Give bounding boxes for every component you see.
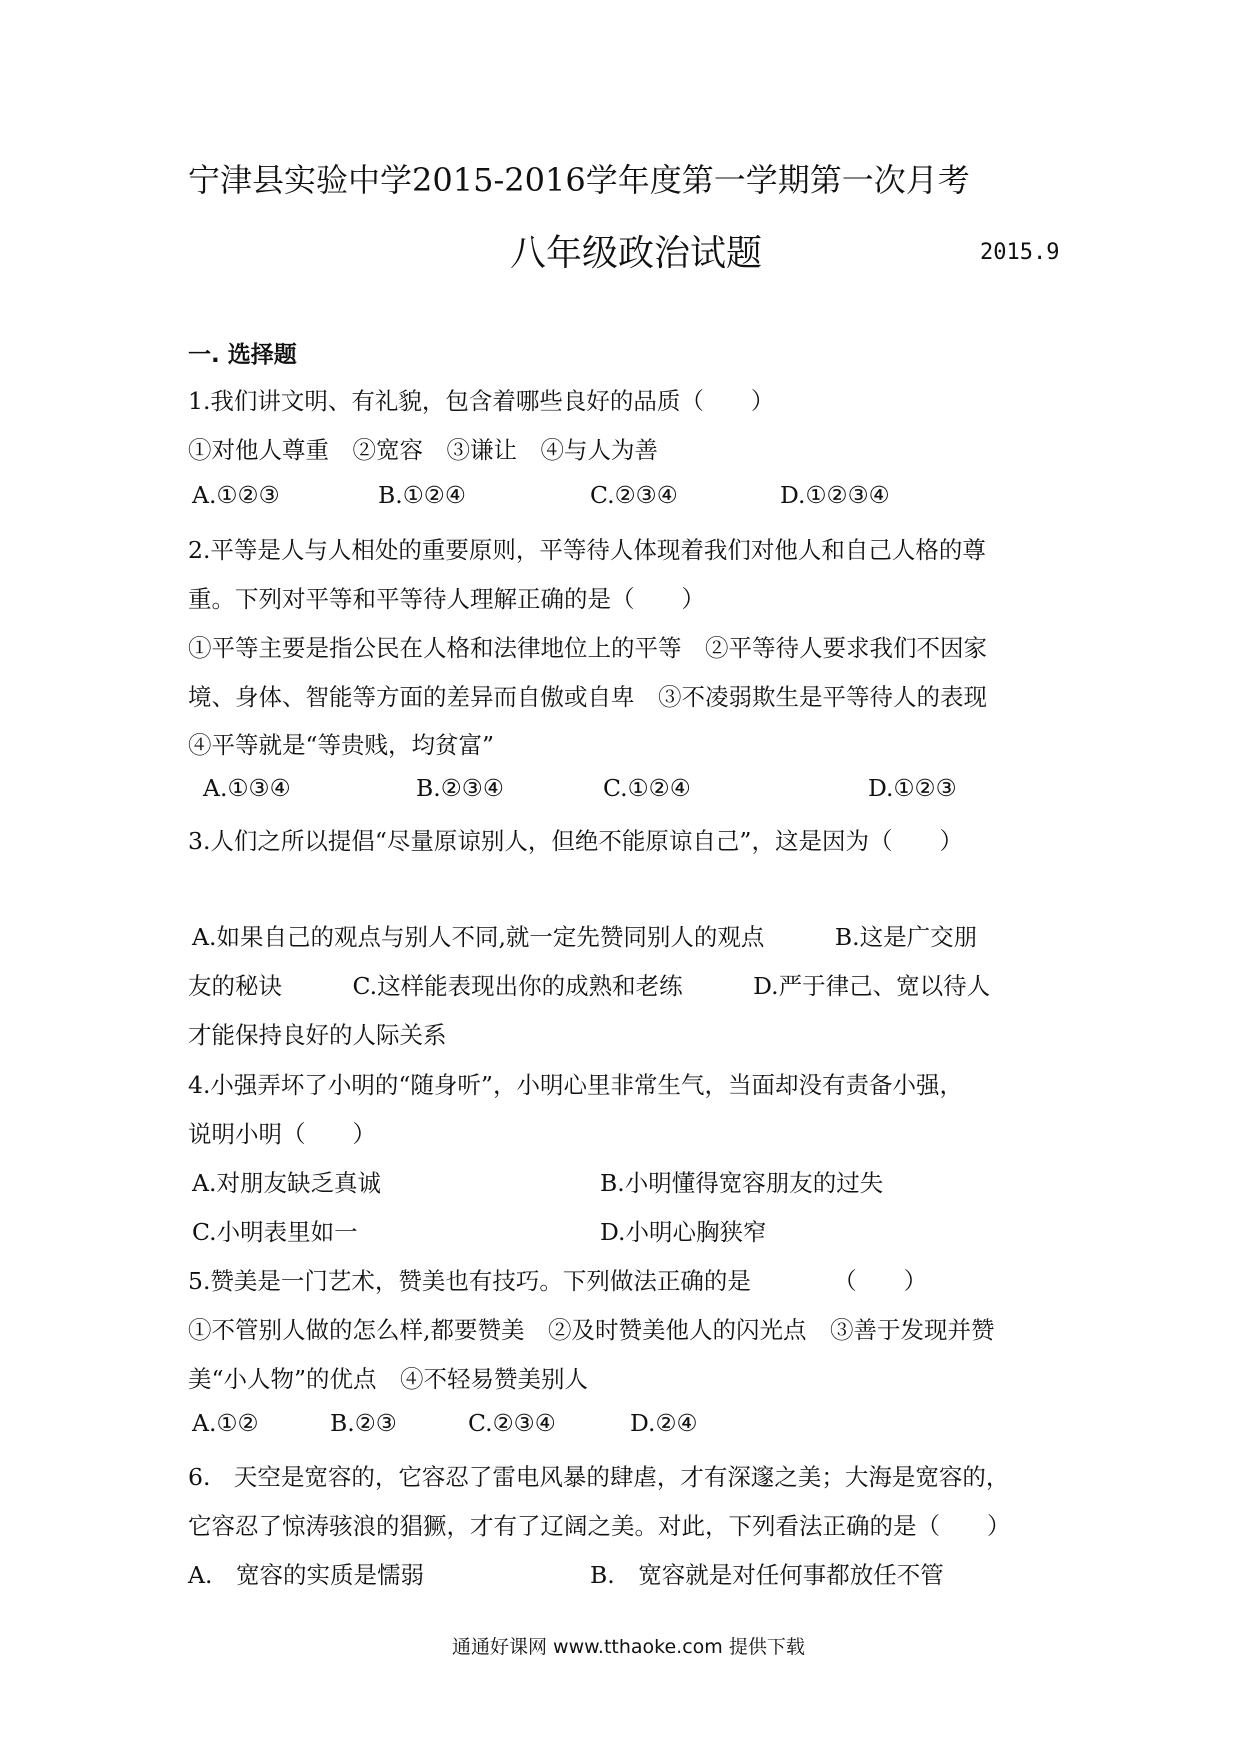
- q1-stem: 1.我们讲文明、有礼貌，包含着哪些良好的品质（ ）: [188, 387, 775, 415]
- q5-option-b: B.②③: [330, 1409, 397, 1437]
- q5-option-c: C.②③④: [468, 1409, 556, 1437]
- q5-stem: 5.赞美是一门艺术，赞美也有技巧。下列做法正确的是 （ ）: [188, 1267, 928, 1295]
- q4-option-a: A.对朋友缺乏真诚: [192, 1169, 381, 1197]
- footer-source: 通通好课网 www.tthaoke.com 提供下载: [452, 1636, 805, 1658]
- q2-stem-line2: 重。下列对平等和平等待人理解正确的是（ ）: [188, 585, 705, 613]
- q6-option-b: B. 宽容就是对任何事都放任不管: [590, 1561, 944, 1589]
- page-title: 宁津县实验中学2015-2016学年度第一学期第一次月考: [188, 161, 970, 199]
- q1-option-c: C.②③④: [590, 481, 678, 509]
- q2-option-a: A.①③④: [203, 774, 291, 802]
- page-subtitle: 八年级政治试题: [510, 233, 763, 274]
- q1-option-b: B.①②④: [378, 481, 466, 509]
- q2-option-d: D.①②③: [868, 774, 957, 802]
- q2-items-line2: 境、身体、智能等方面的差异而自傲或自卑 ③不凌弱欺生是平等待人的表现: [188, 683, 987, 711]
- q6-stem-line1: 6. 天空是宽容的，它容忍了雷电风暴的肆虐，才有深邃之美；大海是宽容的，: [188, 1463, 1010, 1491]
- q5-items-line2: 美“小人物”的优点 ④不轻易赞美别人: [188, 1365, 589, 1393]
- q5-option-d: D.②④: [630, 1409, 698, 1437]
- q4-option-d: D.小明心胸狭窄: [600, 1218, 767, 1246]
- q2-stem-line1: 2.平等是人与人相处的重要原则，平等待人体现着我们对他人和自己人格的尊: [188, 536, 986, 564]
- q3-options-line3: 才能保持良好的人际关系: [188, 1021, 447, 1049]
- q2-items-line3: ④平等就是“等贵贱，均贫富”: [188, 731, 495, 759]
- q2-option-b: B.②③④: [416, 774, 504, 802]
- q4-stem-line1: 4.小强弄坏了小明的“随身听”，小明心里非常生气，当面却没有责备小强，: [188, 1071, 963, 1099]
- q1-option-d: D.①②③④: [780, 481, 890, 509]
- q4-stem-line2: 说明小明（ ）: [188, 1120, 376, 1148]
- q3-options-line1: A.如果自己的观点与别人不同,就一定先赞同别人的观点 B.这是广交朋: [192, 923, 978, 951]
- section-title: 一. 选择题: [188, 342, 297, 368]
- q5-option-a: A.①②: [192, 1409, 259, 1437]
- q5-items-line1: ①不管别人做的怎么样,都要赞美 ②及时赞美他人的闪光点 ③善于发现并赞: [188, 1316, 995, 1344]
- q2-items-line1: ①平等主要是指公民在人格和法律地位上的平等 ②平等待人要求我们不因家: [188, 634, 987, 662]
- q3-stem: 3.人们之所以提倡“尽量原谅别人，但绝不能原谅自己”，这是因为（ ）: [188, 827, 963, 855]
- exam-date: 2015.9: [980, 240, 1060, 265]
- q4-option-c: C.小明表里如一: [192, 1218, 358, 1246]
- q3-options-line2: 友的秘诀 C.这样能表现出你的成熟和老练 D.严于律己、宽以待人: [188, 972, 991, 1000]
- q4-option-b: B.小明懂得宽容朋友的过失: [600, 1169, 884, 1197]
- q6-option-a: A. 宽容的实质是懦弱: [188, 1561, 424, 1589]
- q6-stem-line2: 它容忍了惊涛骇浪的猖獗，才有了辽阔之美。对此，下列看法正确的是（ ）: [188, 1512, 1011, 1540]
- q1-option-a: A.①②③: [192, 481, 280, 509]
- q1-items: ①对他人尊重 ②宽容 ③谦让 ④与人为善: [188, 436, 658, 464]
- q2-option-c: C.①②④: [603, 774, 691, 802]
